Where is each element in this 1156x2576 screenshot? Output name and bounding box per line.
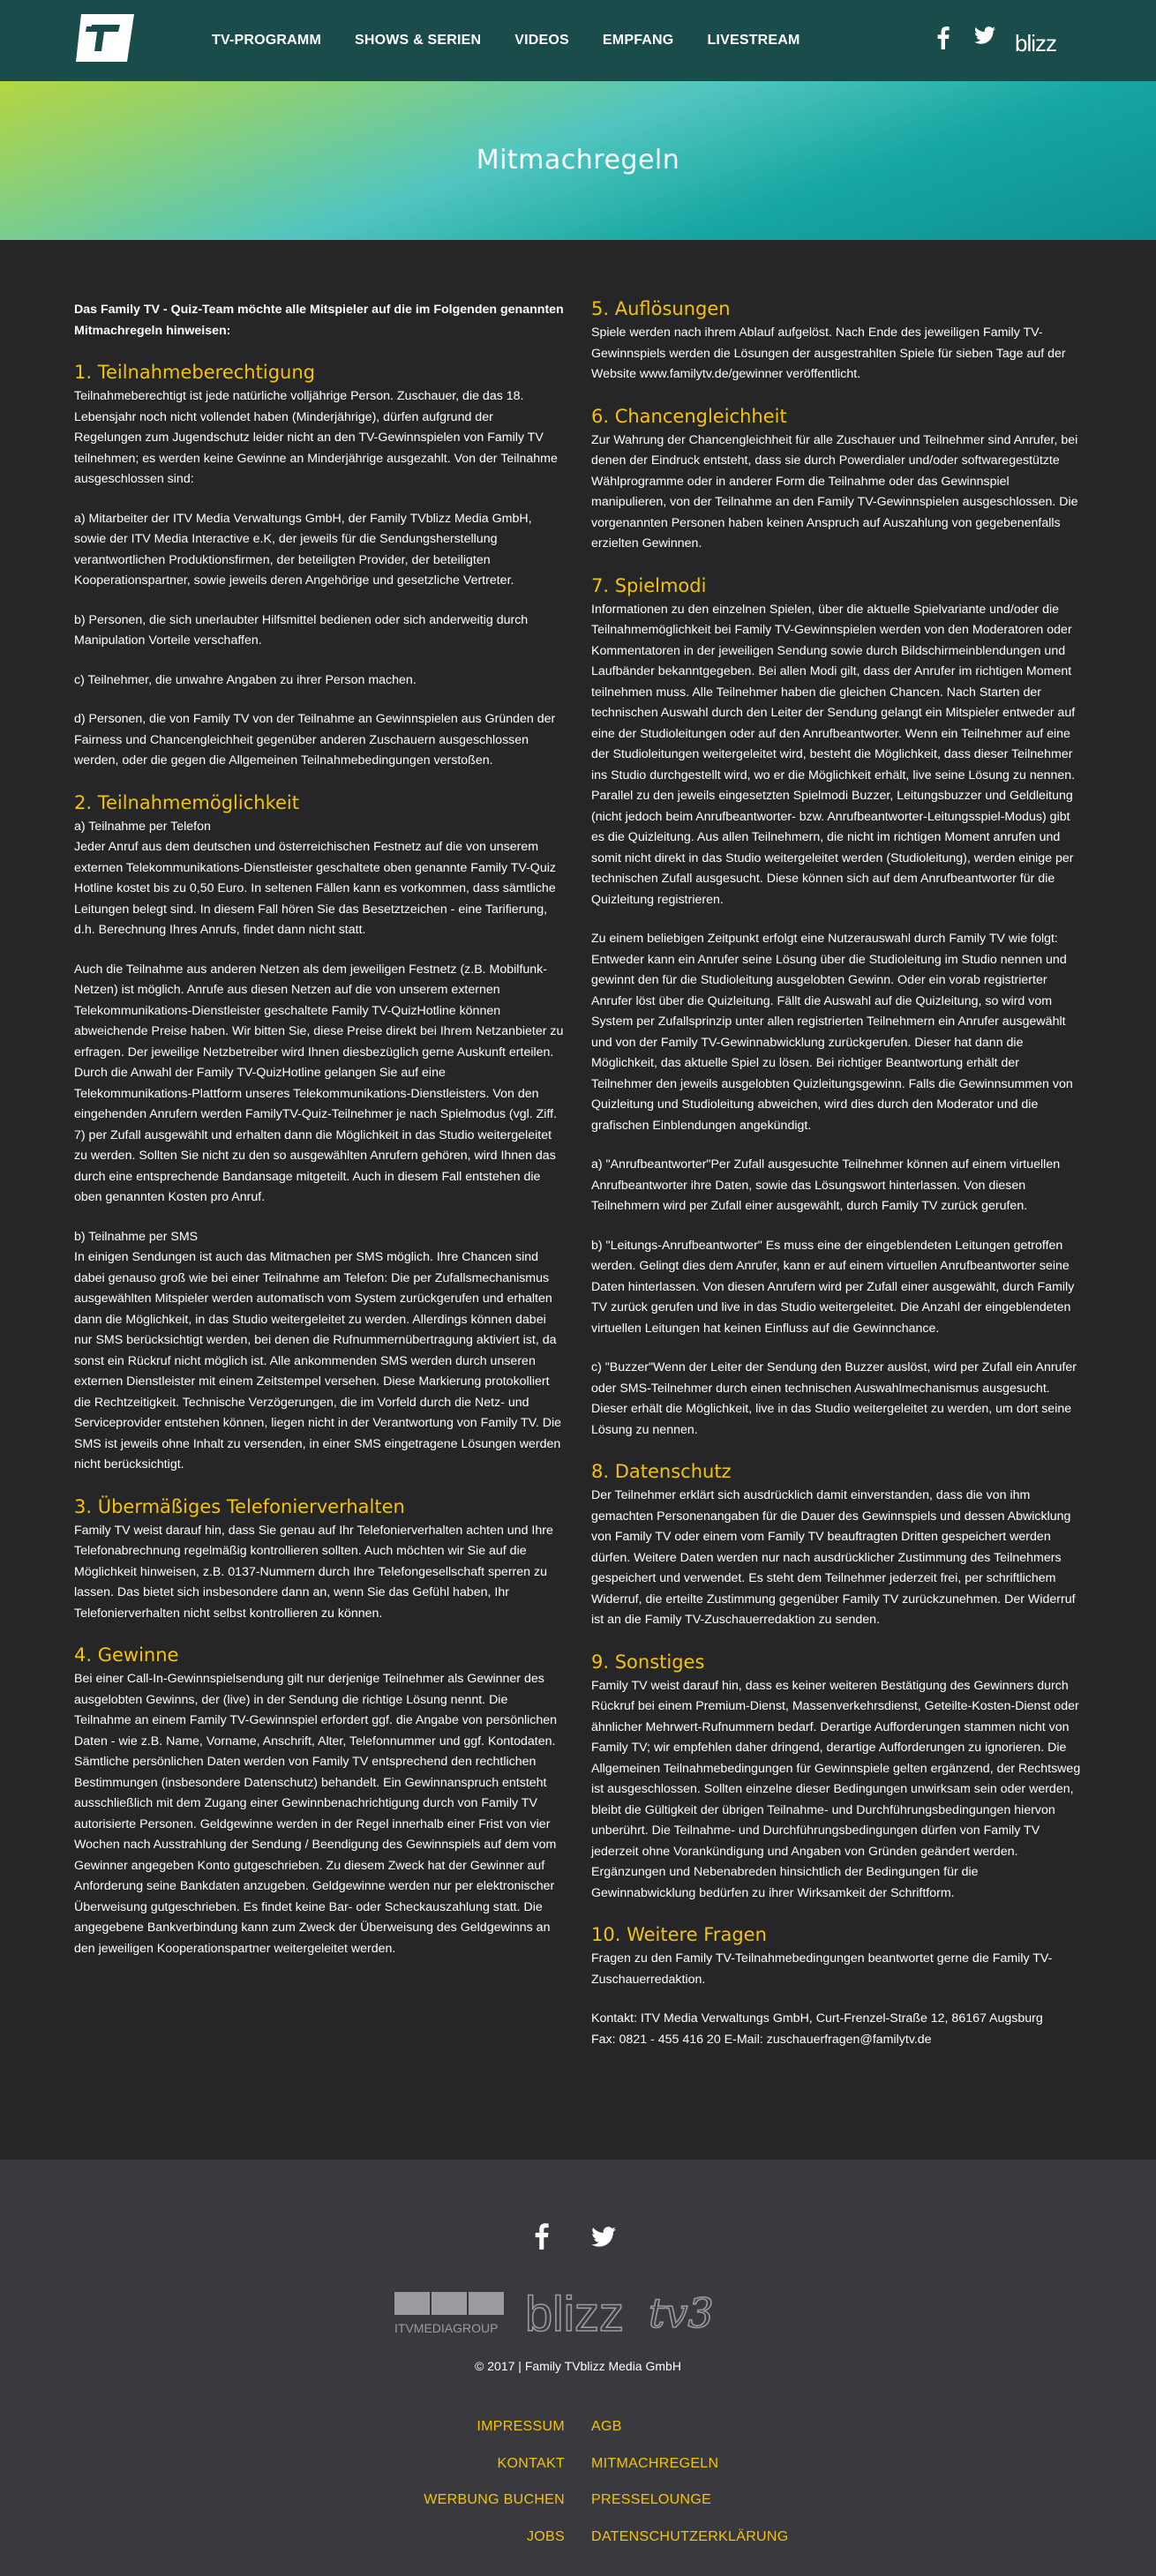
section-heading: 1. Teilnahmeberechtigung	[74, 362, 315, 383]
tv3-logo: tv3	[649, 2289, 714, 2337]
site-footer	[0, 2160, 1156, 2576]
footer-twitter-icon[interactable]	[591, 2227, 616, 2251]
section-paragraph: a) Mitarbeiter der ITV Media Verwaltungs GmbH, der Family TVblizz Media GmbH, sowie der ITV Media Interactive e.K, der jeweils für die Sendungsherstellung verantwortlichen Produktionsfirmen, der beteiligten Provider, der beteiligten Kooperationspartner, sowie jeweils deren Angehörige und gesetzliche Vertreter.	[74, 511, 532, 588]
blizz-logo: blizz	[525, 2287, 625, 2340]
nav-tv-programm[interactable]: TV-PROGRAMM	[212, 33, 321, 48]
blizz-link[interactable]: blizz	[1015, 30, 1057, 56]
section-paragraph: Kontakt: ITV Media Verwaltungs GmbH, Curt-Frenzel-Straße 12, 86167 Augsburg Fax: 0821 - 455 416 20 E-Mail: zuschauerfragen@familytv.de	[591, 2011, 1043, 2047]
section-heading: 6. Chancengleichheit	[591, 405, 787, 427]
footer-links-left	[0, 2408, 565, 2555]
section-paragraph: c) Teilnehmer, die unwahre Angaben zu ihrer Person machen.	[74, 672, 417, 687]
nav-shows-serien[interactable]: SHOWS & SERIEN	[354, 33, 482, 48]
page-banner	[0, 81, 1156, 240]
section-heading: 10. Weitere Fragen	[591, 1924, 767, 1945]
section-heading: 2. Teilnahmemöglichkeit	[74, 791, 299, 813]
footer-link[interactable]: MITMACHREGELN	[591, 2455, 719, 2471]
footer-link[interactable]: DATENSCHUTZERKLÄRUNG	[591, 2528, 789, 2544]
section-paragraph: d) Personen, die von Family TV von der Teilnahme an Gewinnspielen aus Gründen der Fairness und Chancengleichheit gegenüber anderen Zuschauern ausgeschlossen werden, oder die gegen die Allgemeinen Teilnahmebedingungen verstoßen.	[74, 712, 556, 768]
footer-link[interactable]: PRESSELOUNGE	[591, 2492, 712, 2507]
footer-link[interactable]: WERBUNG BUCHEN	[424, 2492, 565, 2507]
nav-videos[interactable]: VIDEOS	[514, 33, 569, 48]
facebook-icon[interactable]	[937, 26, 950, 49]
section-paragraph: Zur Wahrung der Chancengleichheit für alle Zuschauer und Teilnehmer sind Anrufer, bei denen der Eindruck entsteht, dass sie durch Powerdialer und/oder softwaregestützte Wählprogramme oder in anderer Form die Teilnahme oder das Gewinnspiel manipulieren, von der Teilnahme an den Family TV-Gewinnspielen ausgeschlossen. Die vorgenannten Personen haben keinen Anspruch auf Auszahlung von gegebenenfalls erzielten Gewinnen.	[591, 432, 1078, 550]
nav-empfang[interactable]: EMPFANG	[602, 33, 674, 48]
content-column-left	[74, 300, 564, 1978]
partner-logos	[393, 2287, 763, 2340]
content-column-right	[591, 296, 1081, 2069]
twitter-icon[interactable]	[974, 26, 995, 44]
section-paragraph: Teilnahmeberechtigt ist jede natürliche volljährige Person. Zuschauer, die das 18. Lebensjahr noch nicht vollendet haben (Minderjährige), dürfen aufgrund der Regelungen zum Jugendschutz leider nicht an den TV-Gewinnspielen von Family TV teilnehmen; es werden keine Gewinne an Minderjährige ausgezahlt. Von der Teilnahme ausgeschlossen sind:	[74, 389, 558, 486]
section-heading: 9. Sonstiges	[591, 1651, 705, 1673]
itv-media-group-logo	[394, 2292, 504, 2335]
section-paragraph: Family TV weist darauf hin, dass es keiner weiteren Bestätigung des Gewinners durch Rückruf bei einem Premium-Dienst, Massenverkehrsdienst, Geteilte-Kosten-Dienst oder ähnlicher Mehrwert-Rufnummern bedarf. Derartige Aufforderungen stammen nicht von Family TV; wir empfehlen daher dringend, derartige Aufforderungen zu ignorieren. Die Allgemeinen Teilnahmebedingungen für Gewinnspiele gelten ergänzend, der Rechtsweg ist ausgeschlossen. Sollten einzelne dieser Bedingungen unwirksam sein oder werden, bleibt die Gültigkeit der übrigen Teilnahme- und Durchführungsbedingungen hiervon unberührt. Die Teilnahme- und Durchführungsbedingungen dürfen von Family TV jederzeit ohne Vorankündigung und Angaben von Gründen geändert werden. Ergänzungen und Nebenabreden hinsichtlich der Bedingungen für die Gewinnabwicklung bedürfen zu ihrer Wirksamkeit der Schriftform.	[591, 1678, 1081, 1900]
section-paragraph: c) "Buzzer"Wenn der Leiter der Sendung den Buzzer auslöst, wird per Zufall ein Anrufer oder SMS-Teilnehmer durch einen technischen Auswahlmechanismus ausgesucht. Dieser erhält die Möglichkeit, live in das Studio weitergeleitet zu werden, um dort seine Lösung zu nennen.	[591, 1360, 1077, 1437]
section-paragraph: b) Teilnahme per SMS In einigen Sendungen ist auch das Mitmachen per SMS möglich. Ihre Chancen sind dabei genauso groß wie bei einer Teilnahme am Telefon: Die per Zufallsmechanismus ausgewählten Mitspieler werden automatisch vom System zurückgerufen und erhalten dann die Möglichkeit, in das Studio weitergeleitet zu werden. Allerdings können dabei nur SMS berücksichtigt werden, bei denen die Rufnummernübertragung aktiviert ist, da sonst ein Rückruf nicht möglich ist. Alle ankommenden SMS werden durch unseren externen Dienstleister mit einem Zeitstempel versehen. Diese Markierung protokolliert die Rechtzeitigkeit. Technische Verzögerungen, die im Vorfeld durch die Netz- und Serviceprovider entstehen können, liegen nicht in der Verantwortung von Family TV. Die SMS ist jeweils ohne Inhalt zu versenden, in einer SMS eingetragene Lösungen werden nicht berücksichtigt.	[74, 1229, 562, 1471]
footer-links-right	[591, 2408, 789, 2555]
section-paragraph: Informationen zu den einzelnen Spielen, über die aktuelle Spielvariante und/oder die Teilnahmemöglichkeit bei Family TV-Gewinnspielen werden von den Moderatoren oder Kommentatoren in der jeweiligen Sendung sowie durch Bildschirmeinblendungen und Laufbänder bekanntgegeben. Bei allen Modi gilt, dass der Anrufer im richtigen Moment teilnehmen muss. Alle Teilnehmer haben die gleichen Chancen. Nach Starten der technischen Auswahl durch den Leiter der Sendung gelangt ein Mitspieler entweder auf eine der Studioleitungen oder auf den Anrufbeantworter. Wenn ein Teilnehmer auf eine der Studioleitungen weitergeleitet wird, besteht die Möglichkeit, dass dieser Teilnehmer ins Studio durchgestellt wird, wo er die Möglichkeit erhält, live seine Lösung zu nennen. Parallel zu den jeweils eingesetzten Spielmodi Buzzer, Leitungsbuzzer und Geldleitung (nicht jedoch beim Anrufbeantworter- bzw. Anrufbeantworter-Leitungsspiel-Modus) gibt es die Quizleitung. Aus allen Teilnehmern, die nicht im richtigen Moment anrufen und somit nicht direkt in das Studio weitergeleitet werden (Studioleitung), werden einige per technischen Zufall ausgesucht. Diese können sich auf dem Anrufbeantworter für die Quizleitung registrieren.	[591, 602, 1076, 907]
section-heading: 8. Datenschutz	[591, 1461, 732, 1482]
section-heading: 4. Gewinne	[74, 1644, 179, 1666]
section-heading: 5. Auflösungen	[591, 298, 731, 319]
section-heading: 7. Spielmodi	[591, 574, 707, 596]
footer-link[interactable]: IMPRESSUM	[477, 2419, 565, 2434]
section-paragraph: Family TV weist darauf hin, dass Sie genau auf Ihr Telefonierverhalten achten und Ihre Telefonabrechnung regelmäßig kontrollieren sollten. Auch möchten wir Sie auf die Möglichkeit hinweisen, z.B. 0137-Nummern durch Ihre Telefongesellschaft sperren zu lassen. Das bietet sich insbesondere dann an, wenn Sie das Gefühl haben, Ihr Telefonierverhalten nicht selbst kontrollieren zu können.	[74, 1523, 553, 1621]
section-paragraph: Bei einer Call-In-Gewinnspielsendung gilt nur derjenige Teilnehmer als Gewinner des ausgelobten Gewinns, der (live) in der Sendung die richtige Lösung nennt. Die Teilnahme an einem Family TV-Gewinnspiel erfordert ggf. die Angabe von persönlichen Daten - wie z.B. Name, Vorname, Anschrift, Alter, Telefonnummer und ggf. Kontodaten. Sämtliche persönlichen Daten werden von Family TV entsprechend den rechtlichen Bestimmungen (insbesondere Datenschutz) behandelt. Ein Gewinnanspruch entsteht ausschließlich mit dem Zugang einer Gewinnbenachrichtigung durch von Family TV autorisierte Personen. Geldgewinne werden in der Regel innerhalb einer Frist von vier Wochen nach Ausstrahlung der Sendung / Beendigung des Gewinnspiels auf dem vom Gewinner angegeben Konto gutgeschrieben. Zu diesem Zweck hat der Gewinner auf Anforderung seine Bankdaten anzugeben. Geldgewinne werden nur per elektronischer Überweisung gutgeschrieben. Es findet keine Bar- oder Scheckauszahlung statt. Die angegebene Bankverbindung kann zum Zweck der Überweisung des Geldgewinns an den jeweiligen Kooperationspartner weitergeleitet werden.	[74, 1672, 558, 1956]
copyright: © 2017 | Family TVblizz Media GmbH	[475, 2359, 681, 2373]
footer-link[interactable]: KONTAKT	[497, 2455, 565, 2471]
section-paragraph: a) Teilnahme per Telefon Jeder Anruf aus dem deutschen und österreichischen Festnetz auf die von unserem externen Telekommunikations-Dienstleister geschaltete oben genannte Family TV-Quiz Hotline kostet bis zu 0,50 Euro. In seltenen Fällen kann es vorkommen, dass sämtliche Leitungen belegt sind. In diesem Fall hören Sie das Besetztzeichen - eine Tarifierung, d.h. Berechnung Ihres Anrufs, findet dann nicht statt.	[74, 819, 556, 937]
intro-text: Das Family TV - Quiz-Team möchte alle Mitspieler auf die im Folgenden genannten Mitmachregeln hinweisen:	[74, 303, 564, 338]
section-paragraph: Fragen zu den Family TV-Teilnahmebedingungen beantwortet gerne die Family TV-Zuschauerredaktion.	[591, 1951, 1053, 1987]
section-paragraph: Spiele werden nach ihrem Ablauf aufgelöst. Nach Ende des jeweiligen Family TV-Gewinnspiels werden die Lösungen der ausgestrahlten Spiele für sieben Tage auf der Website www.familytv.de/gewinner veröffentlicht.	[591, 326, 1066, 381]
footer-facebook-icon[interactable]	[535, 2223, 549, 2254]
section-paragraph: Auch die Teilnahme aus anderen Netzen als dem jeweiligen Festnetz (z.B. Mobilfunk-Netzen) ist möglich. Anrufe aus diesen Netzen auf die von unserem externen Telekommunikations-Dienstleister geschaltete Family TV-QuizHotline können abweichende Preise haben. Wir bitten Sie, diese Preise direkt bei Ihrem Netzanbieter zu erfragen. Der jeweilige Netzbetreiber wird Ihnen diesbezüglich gerne Auskunft erteilen. Durch die Anwahl der Family TV-QuizHotline gelangen Sie auf eine Telekommunikations-Plattform unseres Telekommunikations-Dienstleisters. Von den eingehenden Anrufern werden FamilyTV-Quiz-Teilnehmer je nach Spielmodus (vgl. Ziff. 7) per Zufall ausgewählt und erhalten dann die Möglichkeit in das Studio weitergeleitet zu werden. Sollten Sie nicht zu den so ausgewählten Anrufern gehören, wird Ihnen das durch eine entsprechende Bandansage mitgeteilt. Auch in diesem Fall entstehen die oben genannten Kosten pro Anruf.	[74, 962, 564, 1204]
section-paragraph: Der Teilnehmer erklärt sich ausdrücklich damit einverstanden, dass die von ihm gemachten Personenangaben für die Dauer des Gewinnspiels und dessen Abwicklung von Family TV oder einem vom Family TV beauftragten Dritten gespeichert werden dürfen. Weitere Daten werden nur nach ausdrücklicher Zustimmung des Teilnehmers gespeichert und verwendet. Es steht dem Teilnehmer jederzeit frei, per schriftlichem Widerruf, die erteilte Zustimmung gegenüber Family TV zurückzunehmen. Der Widerruf ist an die Family TV-Zuschauerredaktion zu senden.	[591, 1488, 1076, 1627]
section-paragraph: a) "Anrufbeantworter"Per Zufall ausgesuchte Teilnehmer können auf einem virtuellen Anrufbeantworter ihre Daten, sowie das Lösungswort hinterlassen. Von diesen Teilnehmern wird per Zufall einer ausgewählt, durch Family TV zurück gerufen.	[591, 1157, 1061, 1213]
site-header	[0, 0, 1156, 81]
footer-link[interactable]: AGB	[591, 2419, 622, 2434]
main-content	[0, 240, 1156, 2160]
footer-link[interactable]: JOBS	[527, 2528, 565, 2544]
section-paragraph: b) "Leitungs-Anrufbeantworter" Es muss eine der eingeblendeten Leitungen getroffen werden. Gelingt dies dem Anrufer, kann er auf einem virtuellen Anrufbeantworter seine Daten hinterlassen. Von diesen Anrufern wird per Zufall einer ausgewählt, durch Family TV zurück gerufen und live in das Studio weitergeleitet. Die Anzahl der eingeblendeten virtuellen Leitungen hat keinen Einfluss auf die Gewinnchance.	[591, 1238, 1075, 1336]
main-nav	[212, 33, 834, 49]
page-title: Mitmachregeln	[476, 145, 680, 176]
nav-livestream[interactable]: LIVESTREAM	[707, 33, 800, 48]
section-heading: 3. Übermäßiges Telefonierverhalten	[74, 1495, 405, 1517]
itv-logo-text: ITVMEDIAGROUP	[394, 2321, 499, 2335]
familytv-logo[interactable]	[74, 12, 136, 64]
section-paragraph: Zu einem beliebigen Zeitpunkt erfolgt eine Nutzerauswahl durch Family TV wie folgt: Entweder kann ein Anrufer seine Lösung über die Studioleitung im Studio nennen und gewinnt den für die Studioleitung ausgelobten Gewinn. Oder ein vorab registrierter Anrufer löst über die Quizleitung. Fällt die Auswahl auf die Quizleitung, so wird vom System per Zufallsprinzip unter allen registrierten Teilnehmern ein Anrufer ausgewählt und von der Family TV-Gewinnabwicklung zurückgerufen. Dieser hat dann die Möglichkeit, das aktuelle Spiel zu lösen. Bei richtiger Beantwortung erhält der Teilnehmer den jeweils ausgelobten Quizleitungsgewinn. Falls die Gewinnsummen von Quizleitung und Studioleitung abweichen, wird dies durch den Moderator und die grafischen Einblendungen angekündigt.	[591, 932, 1073, 1133]
section-paragraph: b) Personen, die sich unerlaubter Hilfsmittel bedienen oder sich anderweitig durch Manipulation Vorteile verschaffen.	[74, 612, 529, 648]
